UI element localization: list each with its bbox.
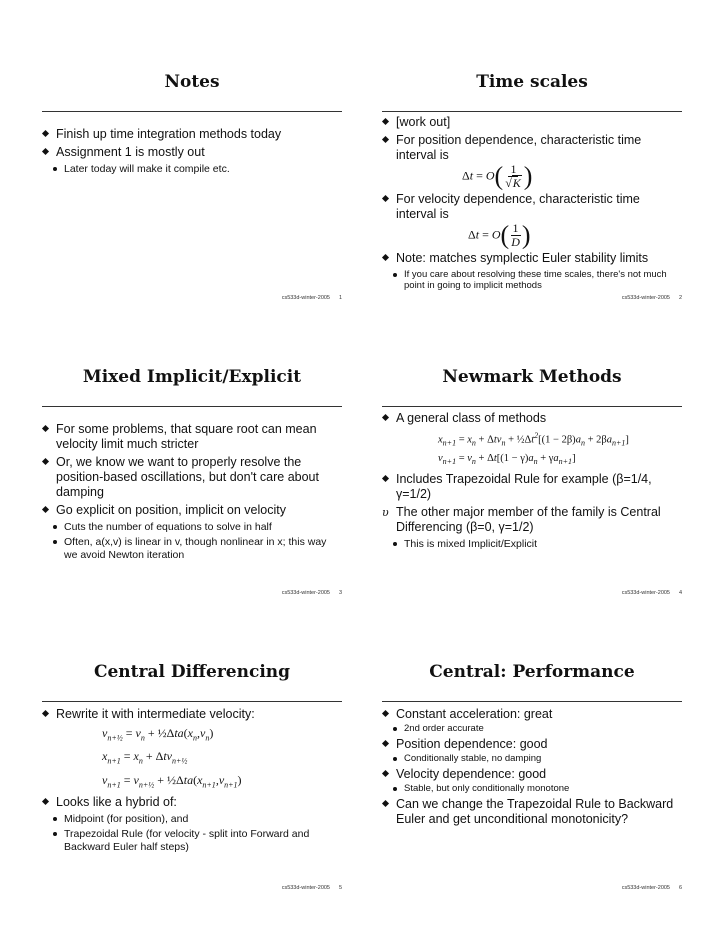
title-rule — [382, 111, 682, 112]
slide-central-performance — [382, 662, 682, 892]
dot-bullet-icon — [53, 167, 57, 171]
diamond-bullet-icon — [382, 118, 389, 125]
sub-bullet: Often, a(x,v) is linear in v, though nonlinear in x; this way we avoid Newton iteration — [42, 536, 342, 562]
slide-footer: cs533d-winter-2005 — [281, 295, 330, 301]
sub-bullet: Stable, but only conditionally monotone — [382, 783, 682, 795]
diamond-bullet-icon — [382, 800, 389, 807]
slide-footer: cs533d-winter-2005 — [281, 885, 330, 891]
bullet: A general class of methods — [382, 411, 682, 426]
bullet: Looks like a hybrid of: — [42, 795, 342, 810]
slide-title: Newmark Methods — [442, 367, 622, 387]
dot-bullet-icon — [53, 525, 57, 529]
bullet: Finish up time integration methods today — [42, 127, 342, 142]
diamond-bullet-icon — [42, 130, 49, 137]
bullet: Assignment 1 is mostly out — [42, 145, 342, 160]
equation-velocity-update: $v_{n+1} = v_{n+\frac{1}{2}}$ + $\frac{1}{2}\Delta ta(x_{n+1},v_{n+1})$ — [102, 772, 242, 790]
slide-number: 1 — [338, 295, 342, 301]
equation-newmark-position: $x_{n+1} = x_n + \Delta tv_n$ + $\frac{1}{2}\Delta t^2[(1 - 2\beta)a_n + 2\beta a_{n+1}]$ — [438, 431, 629, 448]
sub-bullet: Later today will make it compile etc. — [42, 163, 342, 176]
equation-newmark-velocity: $v_{n+1} = v_n + \Delta t[(1 - \gamma)a_n + \gamma a_{n+1}]$ — [438, 452, 576, 466]
slide-central-differencing — [42, 662, 342, 892]
bullet: Includes Trapezoidal Rule for example (β=1/4, γ=1/2) — [382, 472, 682, 502]
dot-bullet-icon — [393, 542, 397, 546]
title-rule — [382, 406, 682, 407]
title-rule — [42, 701, 342, 702]
bullet: For position dependence, characteristic time interval is — [382, 133, 682, 163]
slide-notes — [42, 72, 342, 302]
slide-number: 6 — [678, 885, 682, 891]
dot-bullet-icon — [393, 757, 397, 761]
upsilon-bullet-icon: υ — [382, 505, 389, 519]
sub-bullet: If you care about resolving these time scales, there's not much point in going to implicit methods — [382, 269, 682, 291]
slide-title: Central Differencing — [93, 662, 291, 682]
dot-bullet-icon — [53, 540, 57, 544]
bullet: Rewrite it with intermediate velocity: — [42, 707, 342, 722]
diamond-bullet-icon — [382, 740, 389, 747]
bullet: υ The other major member of the family is Central Differencing (β=0, γ=1/2) — [382, 504, 661, 534]
diamond-bullet-icon — [42, 458, 49, 465]
equation-dt-sqrt-k: Δt = O( $\frac{1}{√K}$ ) — [462, 161, 533, 191]
bullet: Position dependence: good — [382, 737, 682, 752]
slide-mixed-implicit-explicit — [42, 367, 342, 597]
diamond-bullet-icon — [42, 425, 49, 432]
bullet: Or, we know we want to properly resolve the position-based oscillations, but don't care about damping — [42, 455, 342, 500]
slide-number: 3 — [338, 590, 342, 596]
title-rule — [382, 701, 682, 702]
diamond-bullet-icon — [42, 798, 49, 805]
slide-number: 5 — [338, 885, 342, 891]
equation-position-update: $x_{n+1} = x_n + \Delta tv_{n+\frac{1}{2}}$ — [102, 749, 188, 766]
slide-footer: cs533d-winter-2005 — [621, 885, 670, 891]
bullet: Note: matches symplectic Euler stability limits — [382, 251, 682, 266]
diamond-bullet-icon — [42, 148, 49, 155]
sub-bullet: This is mixed Implicit/Explicit — [382, 538, 682, 551]
diamond-bullet-icon — [382, 770, 389, 777]
slide-number: 2 — [678, 295, 682, 301]
slide-title: Mixed Implicit/Explicit — [82, 367, 302, 387]
sub-bullet: Midpoint (for position), and — [42, 813, 342, 826]
diamond-bullet-icon — [42, 506, 49, 513]
dot-bullet-icon — [393, 273, 397, 277]
diamond-bullet-icon — [382, 195, 389, 202]
bullet: [work out] — [382, 115, 682, 130]
slide-number: 4 — [678, 590, 682, 596]
bullet: For velocity dependence, characteristic time interval is — [382, 192, 682, 222]
diamond-bullet-icon — [382, 475, 389, 482]
bullet: Can we change the Trapezoidal Rule to Backward Euler and get unconditional monotonicity? — [382, 797, 682, 827]
bullet: Constant acceleration: great — [382, 707, 682, 722]
dot-bullet-icon — [393, 787, 397, 791]
bullet: For some problems, that square root can mean velocity limit much stricter — [42, 422, 342, 452]
title-rule — [42, 111, 342, 112]
slide-footer: cs533d-winter-2005 — [281, 590, 330, 596]
sub-bullet: Cuts the number of equations to solve in half — [42, 521, 342, 534]
slide-title: Central: Performance — [429, 662, 635, 682]
diamond-bullet-icon — [382, 136, 389, 143]
bullet: Velocity dependence: good — [382, 767, 682, 782]
diamond-bullet-icon — [382, 710, 389, 717]
equation-dt-d: Δt = O( $\frac{1}{D}$ ) — [468, 220, 531, 250]
slide-time-scales — [382, 72, 682, 302]
slide-newmark-methods — [382, 367, 682, 597]
slide-footer: cs533d-winter-2005 — [621, 590, 670, 596]
diamond-bullet-icon — [42, 710, 49, 717]
sub-bullet: Conditionally stable, no damping — [382, 753, 682, 765]
slide-title: Notes — [164, 72, 220, 92]
slide-footer: cs533d-winter-2005 — [621, 295, 670, 301]
bullet: Go explicit on position, implicit on velocity — [42, 503, 342, 518]
equation-half-step-velocity: $v_{n+\frac{1}{2}} = v_n$ + $\frac{1}{2}\Delta ta(x_n,v_n)$ — [102, 726, 214, 743]
dot-bullet-icon — [53, 817, 57, 821]
sub-bullet: 2nd order accurate — [382, 723, 682, 735]
title-rule — [42, 406, 342, 407]
diamond-bullet-icon — [382, 414, 389, 421]
dot-bullet-icon — [53, 832, 57, 836]
sub-bullet: Trapezoidal Rule (for velocity - split into Forward and Backward Euler half steps) — [42, 828, 342, 854]
diamond-bullet-icon — [382, 254, 389, 261]
dot-bullet-icon — [393, 727, 397, 731]
slide-title: Time scales — [476, 72, 588, 92]
